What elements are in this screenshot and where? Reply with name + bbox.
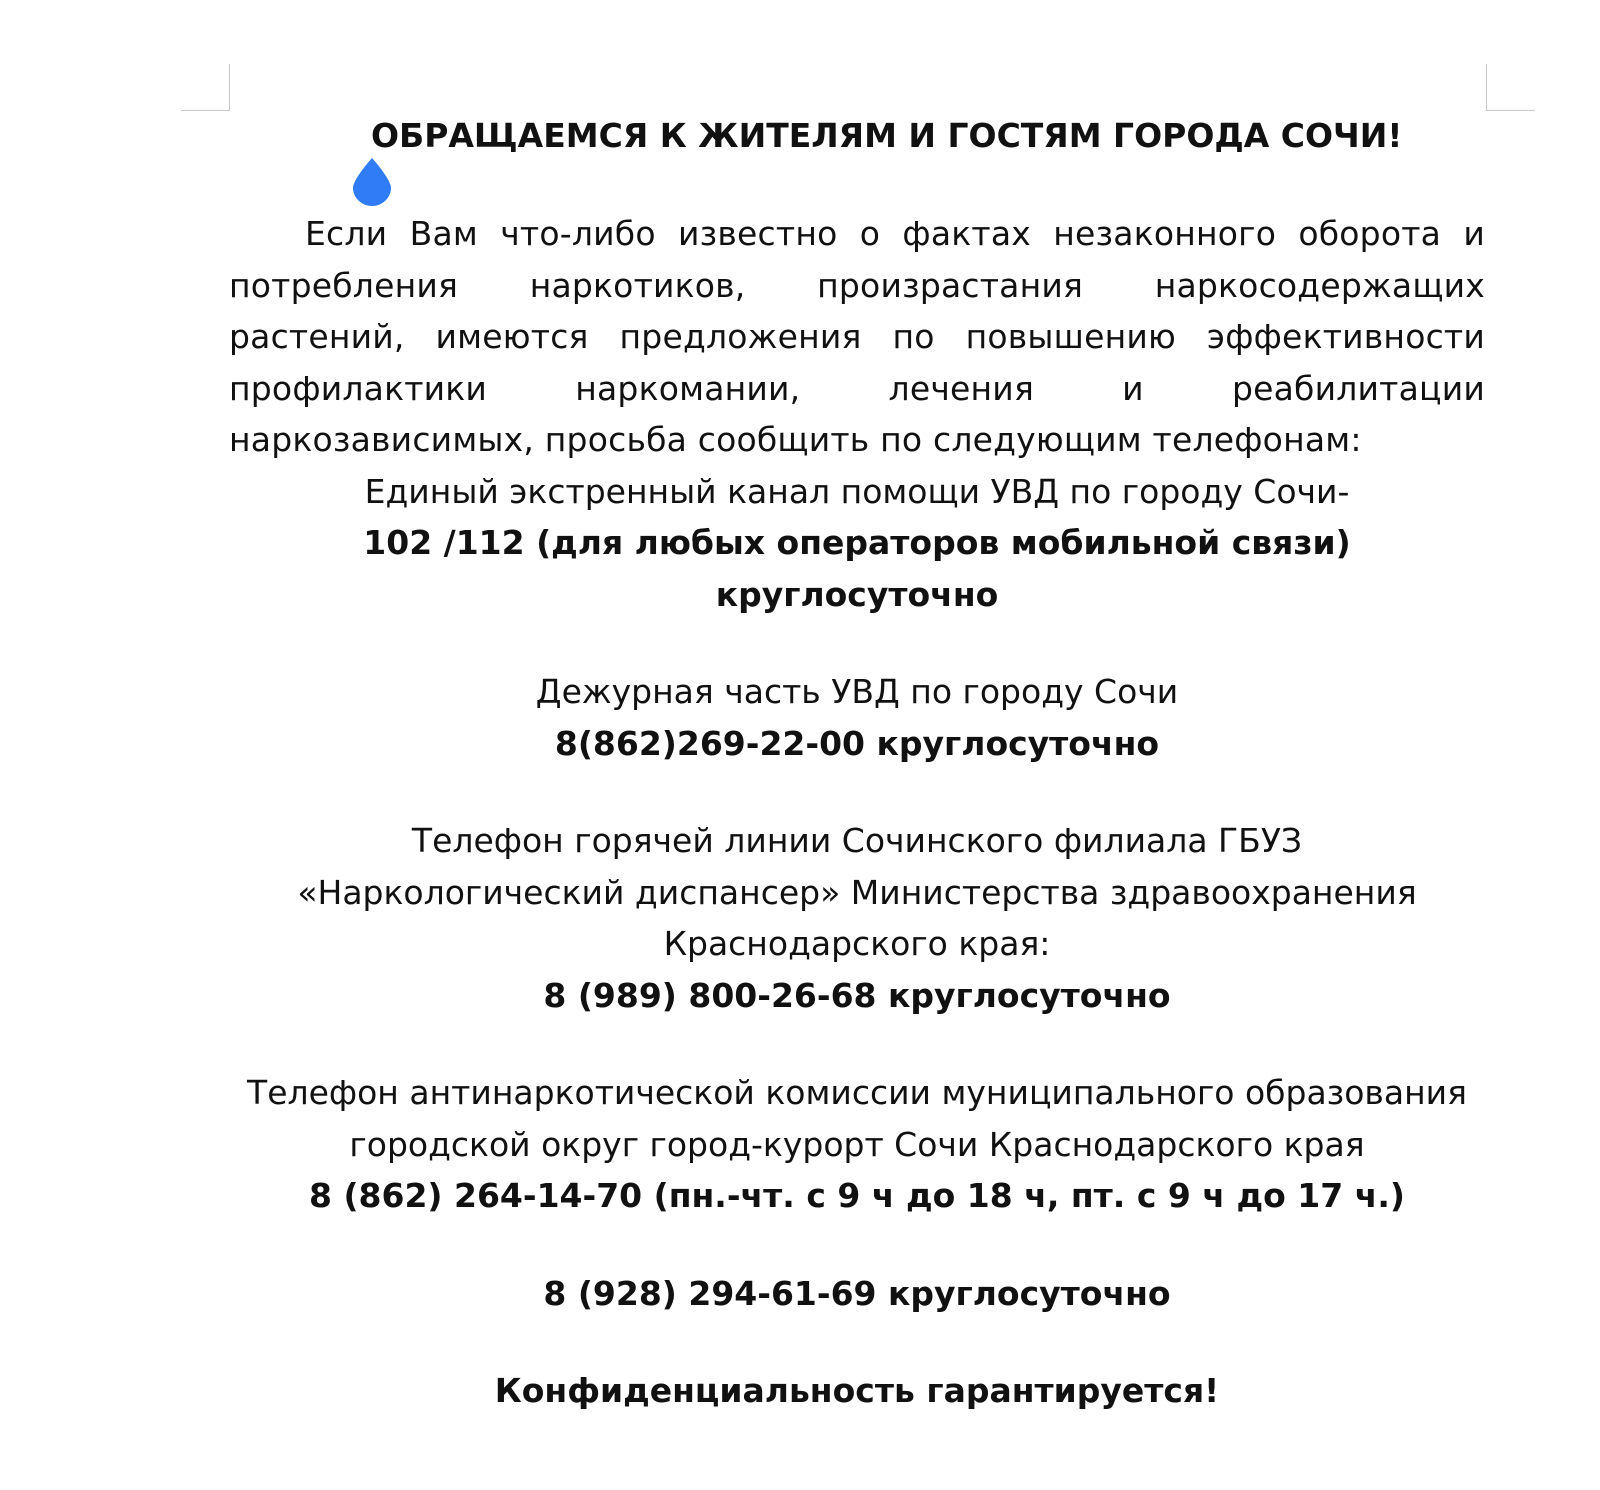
- contact-4-phone-2: 8 (928) 294-61-69 круглосуточно: [543, 1273, 1171, 1313]
- page-corner-mark-top-left: [181, 64, 230, 111]
- spacer: [229, 769, 1485, 815]
- spacer: [229, 1021, 1485, 1067]
- document-body: [229, 110, 1485, 1417]
- document-title: ОБРАЩАЕМСЯ К ЖИТЕЛЯМ И ГОСТЯМ ГОРОДА СОЧИ!: [371, 116, 1403, 155]
- closing-statement: Конфиденциальность гарантируется!: [494, 1371, 1220, 1410]
- contact-3-label-line-3: Краснодарского края:: [663, 924, 1051, 963]
- spacer: [229, 1319, 1485, 1365]
- contact-1-phone: 102 /112 (для любых операторов мобильной связи) круглосуточно: [363, 523, 1351, 614]
- contact-3-label-line-1: Телефон горячей линии Сочинского филиала ГБУЗ: [411, 821, 1303, 860]
- contact-2-label: Дежурная часть УВД по городу Сочи: [535, 672, 1179, 711]
- intro-paragraph: Если Вам что-либо известно о фактах незаконного оборота и потребления наркотиков, произрастания наркосодержащих растений, имеются предложения по повышению эффективности профилактики наркомании, лечения и реабилитации наркозависимых, просьба сообщить по следующим телефонам:: [229, 214, 1485, 459]
- spacer: [229, 1222, 1485, 1268]
- spacer: [229, 620, 1485, 666]
- contact-4-phone: 8 (862) 264-14-70 (пн.-чт. с 9 ч до 18 ч, пт. с 9 ч до 17 ч.): [309, 1176, 1405, 1215]
- page-corner-mark-top-right: [1486, 64, 1535, 111]
- contact-3-label-line-2: «Наркологический диспансер» Министерства здравоохранения: [297, 872, 1417, 912]
- contact-4-label-line-1: Телефон антинаркотической комиссии муниципального образования: [247, 1073, 1467, 1112]
- contact-1-label: Единый экстренный канал помощи УВД по городу Сочи-: [364, 471, 1350, 511]
- contact-3-phone: 8 (989) 800-26-68 круглосуточно: [543, 975, 1171, 1015]
- contact-2-phone: 8(862)269-22-00 круглосуточно: [554, 723, 1160, 763]
- contact-4-label-line-2: городской округ город-курорт Сочи Краснодарского края: [349, 1124, 1365, 1164]
